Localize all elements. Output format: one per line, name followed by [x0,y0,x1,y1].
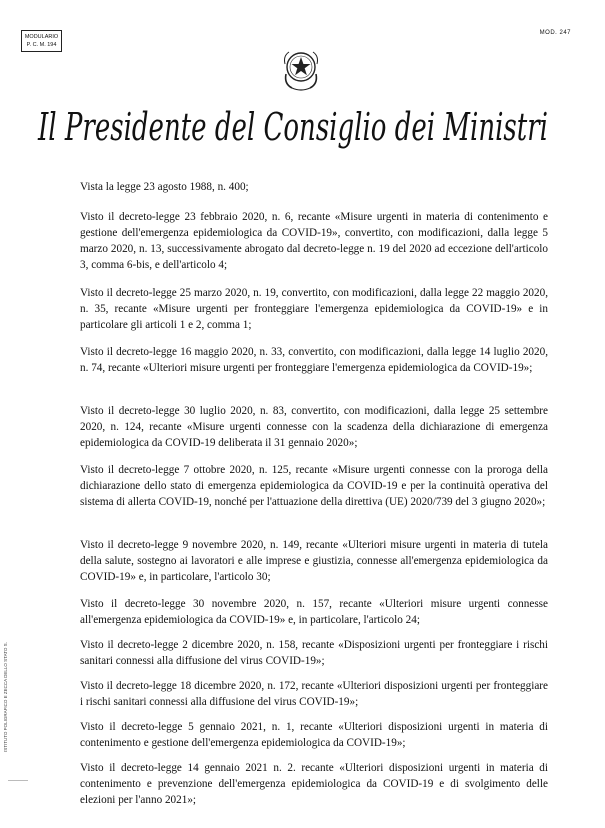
modulario-line2: P. C. M. 194 [26,42,57,48]
preamble-paragraph-6: Visto il decreto-legge 7 ottobre 2020, n. 125, recante «Misure urgenti connesse con la proroga della dichiarazione dello stato di emergenza epidemiologica da COVID-19 e per la continuità operativa del sistema di allerta COVID-19, nonché per l'attuazione della direttiva (UE) 2020/739 del 3 giugno 2020»; [80,464,548,508]
modulario-box [21,30,62,52]
printer-side-note [3,612,15,752]
margin-mark [8,780,28,781]
preamble-paragraph-9: Visto il decreto-legge 2 dicembre 2020, n. 158, recante «Disposizioni urgenti per fronteggiare i rischi sanitari connessi alla diffusione del virus COVID-19»; [80,639,548,667]
preamble-paragraph-5: Visto il decreto-legge 30 luglio 2020, n. 83, convertito, con modificazioni, dalla legge 25 settembre 2020, n. 124, recante «Misure urgenti connesse con la scadenza della dichiarazione di emergenza epidemiologica da COVID-19 deliberata il 31 gennaio 2020»; [80,405,548,449]
president-title-heading [34,100,554,160]
preamble-paragraph-4: Visto il decreto-legge 16 maggio 2020, n. 33, convertito, con modificazioni, dalla legge 14 luglio 2020, n. 74, recante «Ulteriori misure urgenti per fronteggiare l'emergenza epidemiologica da COVID-19»; [80,346,548,374]
preamble-paragraph-8: Visto il decreto-legge 30 novembre 2020, n. 157, recante «Ulteriori misure urgenti connesse all'emergenza epidemiologica da COVID-19» e, in particolare, l'articolo 24; [80,598,548,626]
preamble-paragraph-12: Visto il decreto-legge 14 gennaio 2021 n. 2. recante «Ulteriori disposizioni urgenti in materia di contenimento e prevenzione dell'emergenza epidemiologica da COVID-19 e di svolgimento delle elezioni per l'anno 2021»; [80,762,548,806]
preamble-paragraph-11: Visto il decreto-legge 5 gennaio 2021, n. 1, recante «Ulteriori disposizioni urgenti in materia di contenimento e gestione dell'emergenza epidemiologica da COVID-19»; [80,721,548,749]
preamble-paragraph-1: Vista la legge 23 agosto 1988, n. 400; [80,181,249,193]
title-text: Il Presidente del Consiglio dei Ministri [37,105,549,149]
italian-republic-emblem-icon [280,46,322,92]
preamble-paragraph-3: Visto il decreto-legge 25 marzo 2020, n. 19, convertito, con modificazioni, dalla legge 22 maggio 2020, n. 35, recante «Misure urgenti per fronteggiare l'emergenza epidemiologica da COVID-19» e in particolare gli articoli 1 e 2, comma 1; [80,287,548,331]
modulario-line1: MODULARIO [24,34,59,40]
preamble-paragraph-2: Visto il decreto-legge 23 febbraio 2020, n. 6, recante «Misure urgenti in materia di contenimento e gestione dell'emergenza epidemiologica da COVID-19», convertito, con modificazioni, dalla legge 5 marzo 2020, n. 13, successivamente abrogato dal decreto-legge n. 19 del 2020 ad eccezione dell'articolo 3, comma 6-bis, e dell'articolo 4; [80,211,548,271]
preamble-paragraph-10: Visto il decreto-legge 18 dicembre 2020, n. 172, recante «Ulteriori disposizioni urgenti per fronteggiare i rischi sanitari connessi alla diffusione del virus COVID-19»; [80,680,548,708]
mod-number: MOD. 247 [539,30,571,36]
side-note-text: ISTITUTO POLIGRAFICO E ZECCA DELLO STATO S. [3,642,8,752]
preamble-paragraph-7: Visto il decreto-legge 9 novembre 2020, n. 149, recante «Ulteriori misure urgenti in materia di tutela della salute, sostegno ai lavoratori e alle imprese e giustizia, connesse all'emergenza epidemiologica da COVID-19» e, in particolare, l'articolo 30; [80,539,548,583]
